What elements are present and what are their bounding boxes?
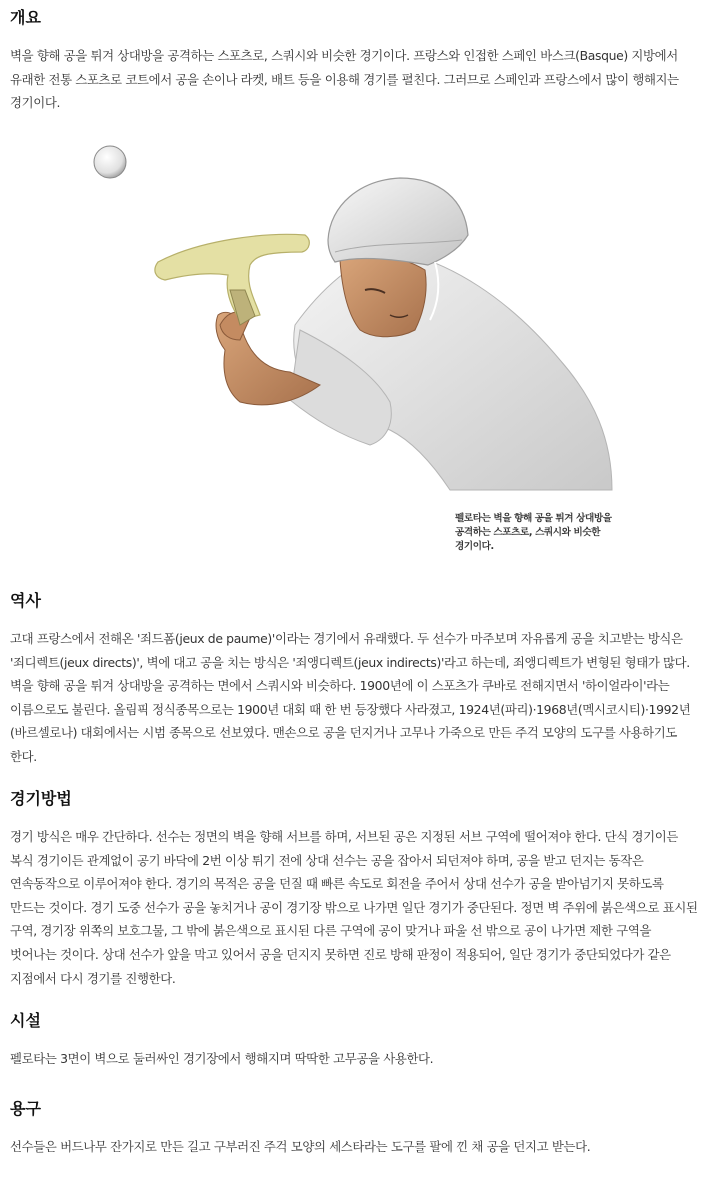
helmet xyxy=(328,178,468,265)
heading-history: 역사 xyxy=(10,591,41,610)
history-text: 고대 프랑스에서 전해온 '죄드폼(jeux de paume)'이라는 경기에서 유래했다. 두 선수가 마주보며 자유롭게 공을 치고받는 방식은 '죄디렉트(jeux directs)', 벽에 대고 공을 치는 방식은 '죄앵디렉트(jeux indirects)'라고 하는데, 죄앵디렉트가 변형된 형태가 많다. 벽을 향해 공을 튀겨 상대방을 공격하는 면에서 스쿼시와 비슷하다. 1900년에 이 스포츠가 쿠바로 전해지면서 '하이얼라이'라는 이름으로도 불린다. 올림픽 정식종목으로는 1900년 대회 때 한 번 등장했다 사라졌고, 1924년(파리)·1968년(멕시코시티)·1992년(바르셀로나) 대회에서는 시범 종목으로 선보였다. 맨손으로 공을 던지거나 고무나 가죽으로 만든 주걱 모양의 도구를 사용하기도 한다. xyxy=(10,631,691,764)
heading-facility: 시설 xyxy=(10,1011,41,1030)
pelota-player-illustration xyxy=(90,140,620,560)
heading-method: 경기방법 xyxy=(10,789,72,808)
figure-caption: 펠로타는 벽을 향해 공을 튀겨 상대방을 공격하는 스포츠로, 스쿼시와 비슷한 경기이다. xyxy=(455,513,612,552)
heading-overview: 개요 xyxy=(10,8,41,27)
method-text: 경기 방식은 매우 간단하다. 선수는 정면의 벽을 향해 서브를 하며, 서브된 공은 지정된 서브 구역에 떨어져야 한다. 단식 경기이든 복식 경기이든 관계없이 공기 바닥에 2번 이상 튀기 전에 상대 선수는 공을 잡아서 되던져야 하며, 공을 받고 던지는 동작은 연속동작으로 이루어져야 한다. 경기의 목적은 공을 던질 때 빠른 속도로 회전을 주어서 상대 선수가 공을 받아넘기지 못하도록 만드는 것이다. 경기 도중 선수가 공을 놓치거나 공이 경기장 밖으로 나가면 일단 경기가 중단된다. 정면 벽 주위에 붉은색으로 표시된 구역, 경기장 위쪽의 보호그물, 그 밖에 붉은색으로 표시된 다른 구역에 공이 맞거나 파울 선 밖으로 공이 나가면 제한 구역을 벗어나는 것이다. 상대 선수가 앞을 막고 있어서 공을 던지지 못하면 진로 방해 판정이 적용되어, 일단 경기가 중단되었다가 같은 지점에서 다시 경기를 진행한다. xyxy=(10,829,698,986)
equipment-text: 선수들은 버드나무 잔가지로 만든 길고 구부러진 주걱 모양의 세스타라는 도구를 팔에 낀 채 공을 던지고 받는다. xyxy=(10,1139,591,1154)
cesta xyxy=(155,234,309,320)
facility-text: 펠로타는 3면이 벽으로 둘러싸인 경기장에서 행해지며 딱딱한 고무공을 사용한다. xyxy=(10,1051,434,1066)
overview-text: 벽을 향해 공을 튀겨 상대방을 공격하는 스포츠로, 스쿼시와 비슷한 경기이다. 프랑스와 인접한 스페인 바스크(Basque) 지방에서 유래한 전통 스포츠로 코트에서 공을 손이나 라켓, 배트 등을 이용해 경기를 펼친다. 그러므로 스페인과 프랑스에서 많이 행해지는 경기이다. xyxy=(10,48,679,111)
heading-equipment: 용구 xyxy=(10,1099,41,1118)
ball xyxy=(94,146,126,178)
